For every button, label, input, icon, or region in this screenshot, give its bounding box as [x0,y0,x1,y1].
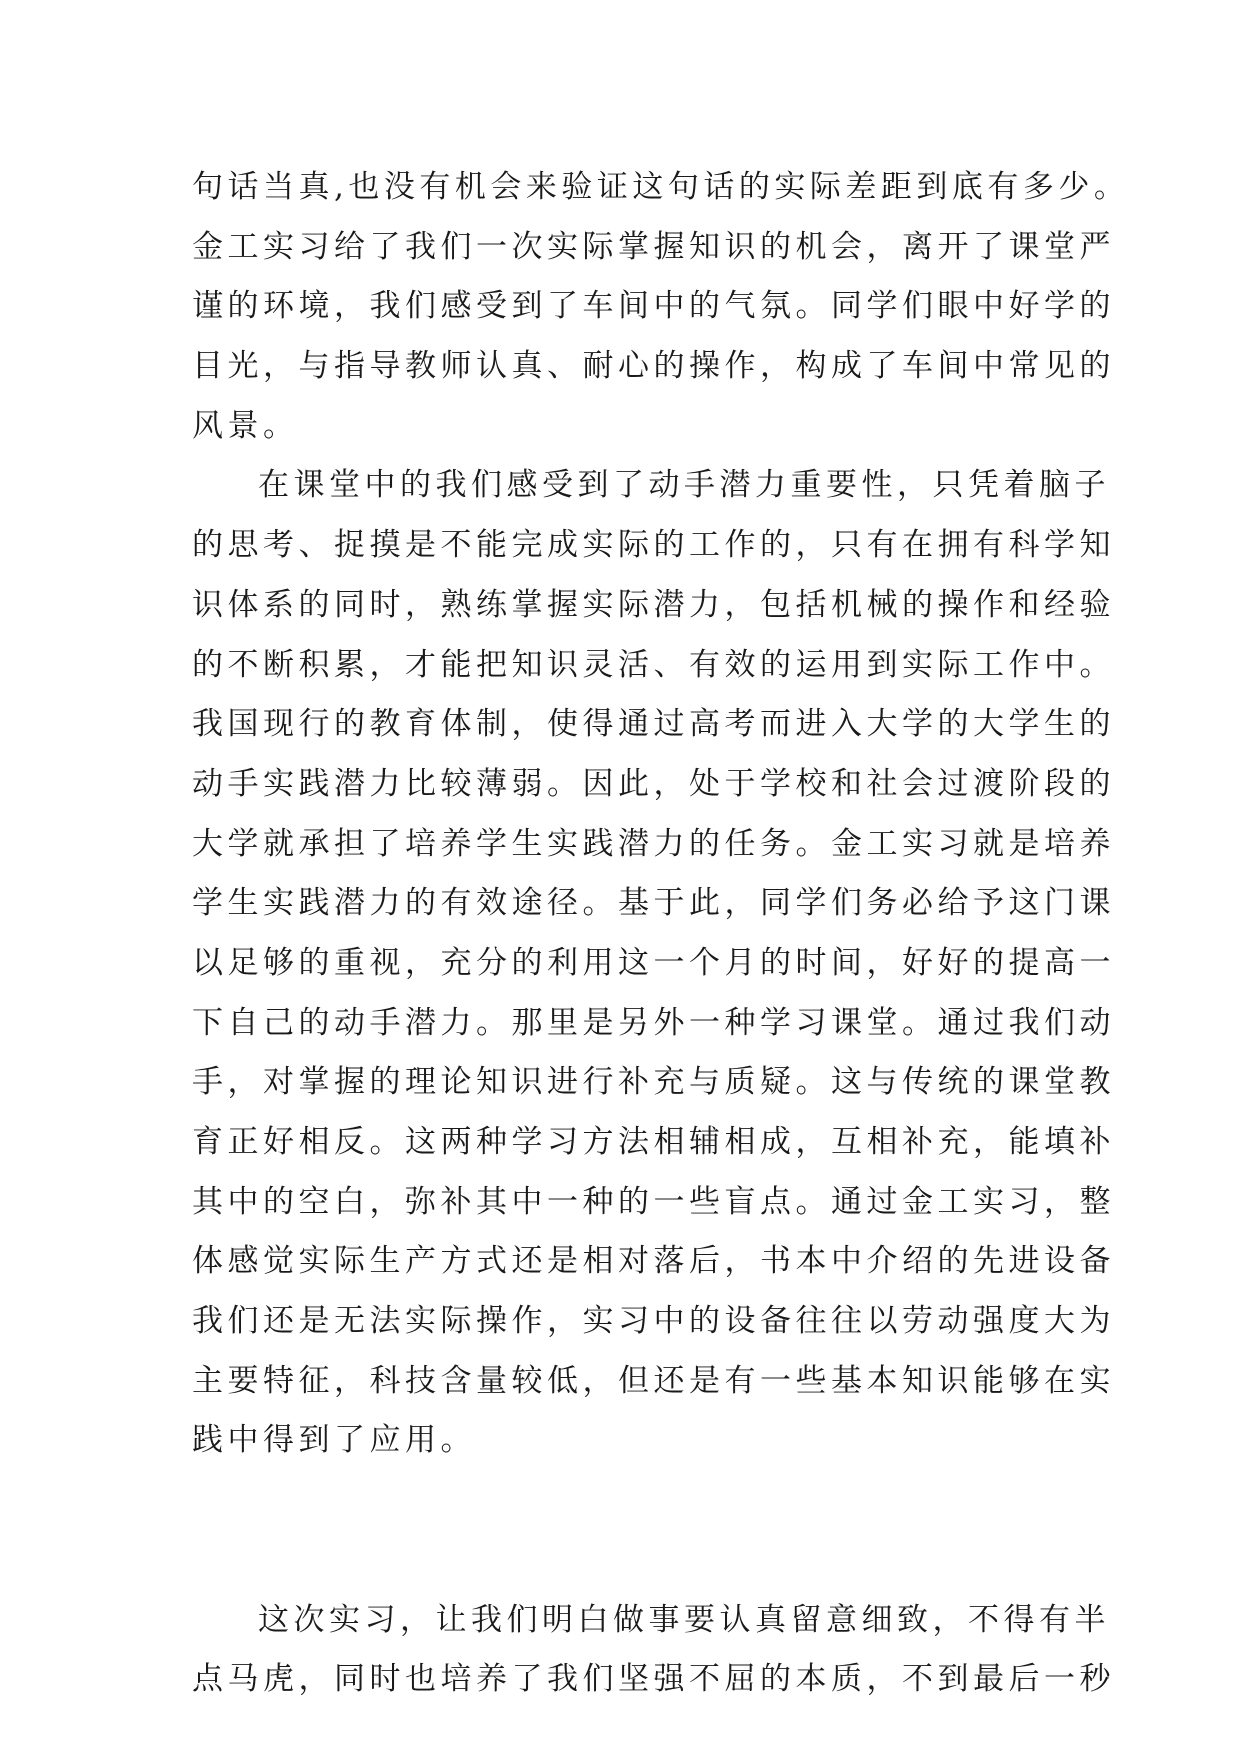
text-line: 主要特征，科技含量较低，但还是有一些基本知识能够在实 [192,1362,1115,1399]
text-line: 学生实践潜力的有效途径。基于此，同学们务必给予这门课 [192,885,1115,922]
paragraph-1 [192,158,1130,456]
text-line: 以足够的重视，充分的利用这一个月的时间，好好的提高一 [192,944,1115,981]
text-line: 的思考、捉摸是不能完成实际的工作的，只有在拥有科学知 [192,527,1115,564]
text-line: 风景。 [192,407,299,444]
text-line: 育正好相反。这两种学习方法相辅相成，互相补充，能填补 [192,1124,1115,1160]
text-line: 践中得到了应用。 [192,1422,476,1459]
text-line: 下自己的动手潜力。那里是另外一种学习课堂。通过我们动 [192,1004,1115,1041]
text-line: 我国现行的教育体制，使得通过高考而进入大学的大学生的 [192,706,1115,743]
text-line: 手，对掌握的理论知识进行补充与质疑。这与传统的课堂教 [192,1064,1115,1101]
paragraph-3 [192,1591,1115,1710]
text-line: 在课堂中的我们感受到了动手潜力重要性，只凭着脑子 [258,467,1110,504]
text-line: 目光，与指导教师认真、耐心的操作，构成了车间中常见的 [192,348,1115,385]
text-line: 其中的空白，弥补其中一种的一些盲点。通过金工实习，整 [192,1183,1115,1220]
text-line [192,1531,1092,1591]
text-line: 大学就承担了培养学生实践潜力的任务。金工实习就是培养 [192,825,1115,862]
text-line [192,1471,1092,1531]
text-line: 句话当真,也没有机会来验证这句话的实际差距到底有多少。 [192,169,1130,205]
text-line: 动手实践潜力比较薄弱。因此，处于学校和社会过渡阶段的 [192,765,1115,802]
text-line: 点马虎，同时也培养了我们坚强不屈的本质，不到最后一秒 [192,1661,1115,1698]
text-line: 谨的环境，我们感受到了车间中的气氛。同学们眼中好学的 [192,288,1115,325]
text-line: 识体系的同时，熟练掌握实际潜力，包括机械的操作和经验 [192,586,1115,623]
paragraph-2 [192,456,1115,1590]
body-text [192,158,1130,1710]
text-line: 我们还是无法实际操作，实习中的设备往往以劳动强度大为 [192,1303,1115,1340]
text-line: 体感觉实际生产方式还是相对落后，书本中介绍的先进设备 [192,1243,1115,1280]
text-line: 金工实习给了我们一次实际掌握知识的机会，离开了课堂严 [192,228,1115,265]
text-line: 的不断积累，才能把知识灵活、有效的运用到实际工作中。 [192,646,1115,683]
text-line: 这次实习，让我们明白做事要认真留意细致，不得有半 [258,1601,1110,1638]
